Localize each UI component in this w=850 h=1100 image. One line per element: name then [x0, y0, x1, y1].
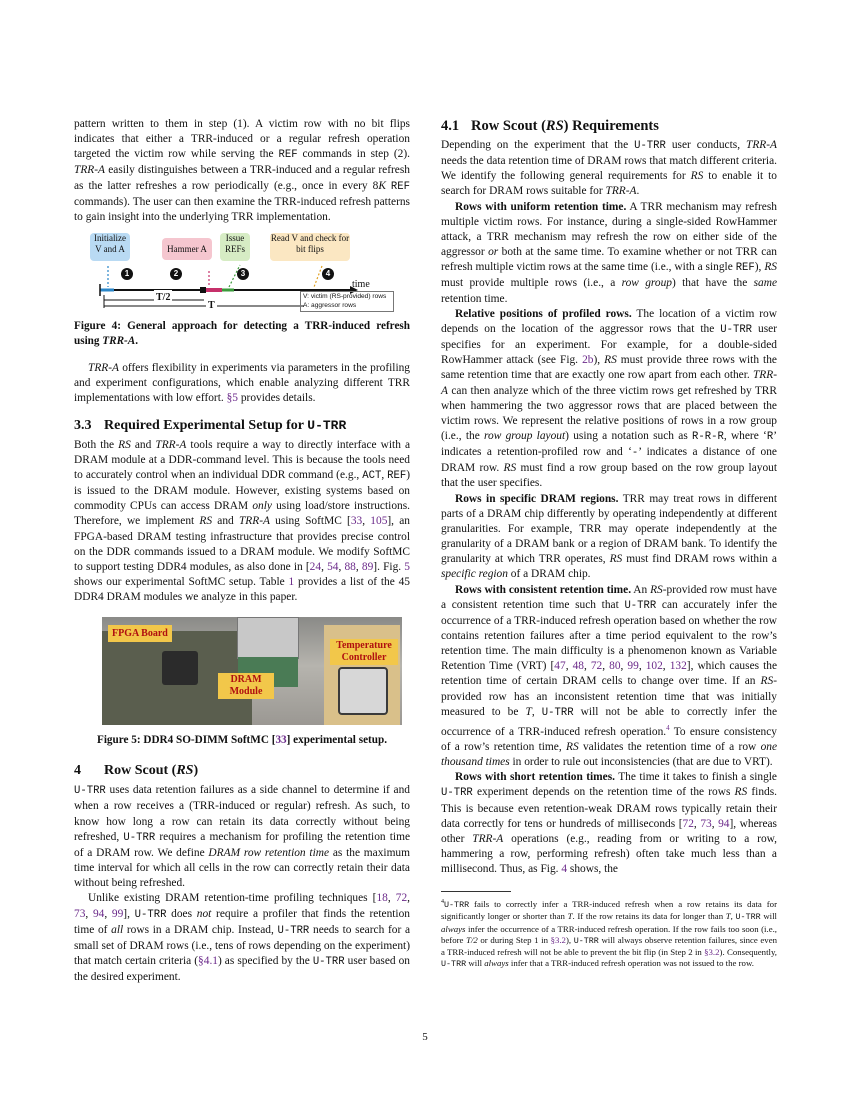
paragraph: TRR-A offers flexibility in experiments via parameters in the profiling and experiment configurations, which enable analyzing different TRR implementations with low effort. §5 provides details.	[74, 362, 410, 405]
temperature-controller-label: Temperature Controller	[330, 639, 398, 665]
section-heading-4: 4 Row Scout (RS)	[74, 763, 199, 779]
step-2-marker: 2	[170, 268, 182, 280]
page-number: 5	[422, 1031, 428, 1043]
step-4-marker: 4	[322, 268, 334, 280]
section-heading-4-1: 4.1 Row Scout (RS) Requirements	[441, 118, 659, 134]
paragraph: Rows with consistent retention time. An RS-provided row must have a consistent retention time such that U-TRR can accurately infer the occurrence of a TRR-induced refresh operation based on whether the row contains retention failures after a time period equivalent to the row’s retention time. The main difficulty is a phenomenon known as Variable Retention Time (VRT) [47, 48, 72, 80, 99, 102, 132], which causes the retention time of certain DRAM cells to change over time. If an RS-provided row has an inconsistent retention time that was initially measured to be T, U-TRR will not be able to correctly infer the occurrence of a TRR-induced refresh operation.$^4$ To ensure consistency of a row’s retention time, RS validates the retention time of a row one thousand times in order to rule out inconsistencies (that are due to VRT).	[441, 583, 778, 769]
paragraph: Depending on the experiment that the U-TRR user conducts, TRR-A needs the data retention time of DRAM rows that match different criteria. We identify the following general requirements for RS to enable it to search for DRAM rows suitable for TRR-A.	[441, 139, 778, 198]
figure-5-photo	[102, 617, 402, 725]
paragraph: Rows in specific DRAM regions. TRR may treat rows in different parts of a DRAM chip differently by operating independently at different granularities. For example, TRR may operate independently at the granularity of a DRAM bank or a region of DRAM bank. To identify the granularity at which TRR operates, RS must find DRAM rows within a specific region of a DRAM chip.	[441, 492, 777, 581]
hammer-box: Hammer A	[162, 238, 212, 260]
paragraph: Both the RS and TRR-A tools require a way to directly interface with a DRAM module at a DDR-command level. This is because the tools need to accurately control when an individual DDR command (e.g., ACT, REF) is issued to the DRAM module. However, existing systems based on commodity CPUs can access DRAM only using load/store instructions. Therefore, we implement RS and TRR-A using SoftMC [33, 105], an FPGA-based DRAM testing infrastructure that provides precise control on the DDR commands issued to a DRAM module. We modify SoftMC to support testing DDR4 modules, as also done in [24, 54, 88, 89]. Fig. 5 shows our experimental SoftMC setup. Table 1 provides a list of the 45 DDR4 DRAM modules we analyze in this paper.	[74, 438, 411, 604]
paragraph: U-TRR uses data retention failures as a side channel to determine if and when a row receives a (TRR-induced or regular) refresh. As such, to know how long a row can retain its data correctly without being refreshed, U-TRR requires a mechanism for profiling the retention time of a DRAM row. We define DRAM row retention time as the maximum time interval for which all cells in the row can correctly retain their data without being refreshed.	[74, 784, 411, 890]
left-column	[74, 117, 410, 985]
right-column	[441, 117, 777, 970]
figure-4-caption: Figure 4: General approach for detecting a TRR-induced refresh using TRR-A.	[74, 320, 410, 348]
footnote-rule	[441, 891, 511, 892]
figure-4-legend: V: victim (RS-provided) rows A: aggressor rows	[300, 291, 394, 312]
t-label: T	[206, 298, 217, 313]
dram-module-label: DRAM Module	[218, 673, 274, 699]
paragraph: Unlike existing DRAM retention-time profiling techniques [18, 72, 73, 94, 99], U-TRR does not require a profiler that finds the retention time of all rows in a DRAM chip. Instead, U-TRR needs to search for a small set of DRAM rows (i.e., tens of rows depending on the experiment) that match certain criteria (§4.1) as specified by the U-TRR user based on the desired experiment.	[74, 892, 411, 984]
paragraph: Relative positions of profiled rows. The location of a victim row depends on the location of the aggressor rows that the U-TRR user specifies for an experiment. For example, for a double-sided RowHammer attack (see Fig. 2b), RS must provide three rows with the same retention time that are exactly one row apart from each other. TRR-A can then analyze which of the three victim rows get refreshed by TRR when hammering the two aggressor rows that are placed between the victim rows. We represent the relative positions of rows in a row group (i.e., the row group layout) using a notation such as R-R-R, where ‘R’ indicates a retention-profiled row and ‘-’ indicates a distance of one DRAM row. RS must find a row group based on the row group layout that the user specifies.	[441, 307, 778, 490]
heatsink-shape	[162, 651, 198, 685]
paragraph: pattern written to them in step (1). A victim row with no bit flips indicates that either a TRR-induced or a regular refresh operation targeted the victim row while serving the REF commands in step (2). TRR-A easily distinguishes between a TRR-induced and a regular refresh as the latter refreshes a row periodically (e.g., once in every 8K REF commands). The user can then examine the TRR-induced refresh patterns to gain insight into the underlying TRR implementation.	[74, 118, 410, 223]
init-box: Initialize V and A	[90, 233, 130, 261]
paragraph: Rows with short retention times. The time it takes to finish a single U-TRR experiment depends on the retention time of the rows RS finds. This is because even retention-weak DRAM rows typically retain their data correctly for tens or hundreds of milliseconds [72, 73, 94], whereas other TRR-A operations (e.g., reading from or writing to a row, hammering a row, performing refresh) often take much less than a millisecond. Thus, as Fig. 4 shows, the	[441, 771, 777, 876]
paragraph: Rows with uniform retention time. A TRR mechanism may refresh multiple victim rows. For instance, during a single-sided RowHammer attack, a TRR mechanism may refresh the row on either side of the aggressor or both at the same time. To examine whether or not TRR can refresh multiple victim rows at the same time (i.e., with a single REF), RS must provide multiple rows (i.e., a row group) that have the same retention time.	[441, 200, 778, 305]
footnote: $^4$U-TRR fails to correctly infer a TRR-induced refresh when a row retains its data for significantly longer or shorter than T. If the row retains its data for longer than T, U-TRR will always infer the occurrence of a TRR-induced refresh operation. If the row fails too soon (i.e., before T/2 or during Step 1 in §3.2), U-TRR will always observe retention failures, since even a TRR-induced refresh will not be able to prevent the bit flip (in Step 2 in §3.2). Consequently, U-TRR will always infer that a TRR-induced refresh operation was not issued to the row.	[441, 899, 778, 970]
dram-holder-shape	[237, 617, 299, 659]
figure-5-caption: Figure 5: DDR4 SO-DIMM SoftMC [33] experimental setup.	[96, 734, 388, 747]
fpga-board-label: FPGA Board	[108, 625, 172, 642]
figure-4	[74, 233, 410, 313]
controller-shape	[338, 667, 388, 715]
step-3-marker: 3	[237, 268, 249, 280]
t-half-label: T/2	[154, 290, 172, 305]
issue-refs-box: Issue REFs	[220, 233, 250, 261]
read-box: Read V and check for bit flips	[270, 233, 350, 261]
section-heading-3-3: 3.3 Required Experimental Setup for U-TRR	[74, 417, 347, 433]
time-axis-label: time	[352, 279, 370, 291]
step-1-marker: 1	[121, 268, 133, 280]
